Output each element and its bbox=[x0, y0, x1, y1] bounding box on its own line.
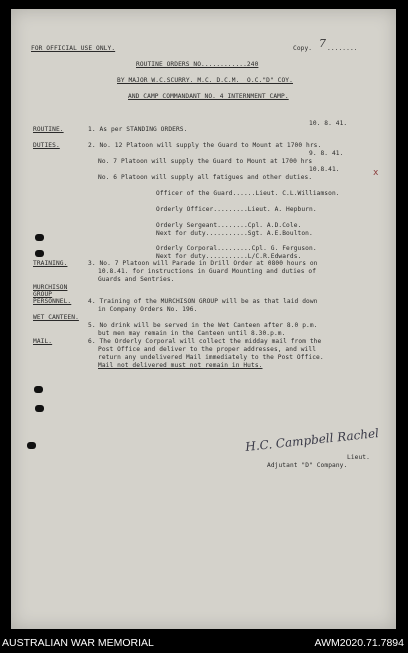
mail-line-3: return any undelivered Mail immediately to the Post Office. bbox=[98, 354, 324, 361]
mail-line-4: Mail not delivered must not remain in Huts. bbox=[98, 362, 263, 369]
next-for-duty-corporal: Next for duty...........L/C.R.Edwards. bbox=[156, 253, 302, 260]
copy-number: 7 bbox=[319, 37, 326, 50]
footer-institution: AUSTRALIAN WAR MEMORIAL bbox=[2, 637, 154, 649]
handwritten-signature: H.C. Campbell Rachel bbox=[244, 426, 380, 454]
murchison-line-1: 4. Training of the MURCHISON GROUP will be as that laid down bbox=[88, 298, 318, 305]
copy-dots: ........ bbox=[327, 45, 358, 52]
orderly-corporal: Orderly Corporal.........Cpl. G. Ferguson. bbox=[156, 245, 317, 252]
document-page bbox=[11, 9, 396, 629]
mail-line-2: Post Office and deliver to the proper addresses, and will bbox=[98, 346, 317, 353]
duty-date-1: 9. 8. 41. bbox=[309, 150, 344, 157]
training-line-3: Guards and Sentries. bbox=[98, 276, 175, 283]
orderly-officer: Orderly Officer.........Lieut. A. Hepburn. bbox=[156, 206, 317, 213]
punch-hole bbox=[35, 405, 44, 412]
margin-mark: x bbox=[373, 168, 379, 178]
officer-of-guard: Officer of the Guard......Lieut. C.L.Williamson. bbox=[156, 190, 340, 197]
routine-orders-title: ROUTINE ORDERS NO............240 bbox=[136, 61, 259, 68]
routine-heading: ROUTINE. bbox=[33, 126, 64, 133]
official-use-label: FOR OFFICIAL USE ONLY. bbox=[31, 45, 116, 52]
next-for-duty-sergeant: Next for duty...........Sgt. A.E.Boulton. bbox=[156, 230, 313, 237]
punch-hole bbox=[35, 234, 44, 241]
order-date: 10. 8. 41. bbox=[309, 120, 348, 127]
by-line: BY MAJOR W.C.SCURRY. M.C. D.C.M. O.C."D" COY. bbox=[117, 77, 293, 84]
duty-line-12-platoon: 2. No. 12 Platoon will supply the Guard to Mount at 1700 hrs. bbox=[88, 142, 322, 149]
duties-heading: DUTIES. bbox=[33, 142, 60, 149]
duty-line-7-platoon: No. 7 Platoon will supply the Guard to Mount at 1700 hrs bbox=[98, 158, 313, 165]
archive-footer bbox=[0, 633, 408, 653]
training-line-2: 10.8.41. for instructions in Guard Mounting and duties of bbox=[98, 268, 317, 275]
duty-date-2: 10.8.41. bbox=[309, 166, 340, 173]
mail-heading: MAIL. bbox=[33, 338, 53, 345]
signature-rank: Lieut. bbox=[347, 454, 370, 461]
murchison-heading-2: GROUP bbox=[33, 291, 53, 298]
mail-line-1: 6. The Orderly Corporal will collect the midday mail from the bbox=[88, 338, 322, 345]
murchison-heading-1: MURCHISON bbox=[33, 284, 68, 291]
murchison-line-2: in Company Orders No. 196. bbox=[98, 306, 198, 313]
canteen-line-2: but men may remain in the Canteen until 8.30.p.m. bbox=[98, 330, 286, 337]
signature-title: Adjutant "D" Company. bbox=[267, 462, 348, 469]
routine-text: 1. As per STANDING ORDERS. bbox=[88, 126, 188, 133]
copy-label: Copy. bbox=[293, 45, 313, 52]
training-line-1: 3. No. 7 Platoon will Parade in Drill Order at 0800 hours on bbox=[88, 260, 318, 267]
punch-hole bbox=[35, 250, 44, 257]
punch-hole bbox=[27, 442, 36, 449]
orderly-sergeant: Orderly Sergeant........Cpl. A.D.Cole. bbox=[156, 222, 302, 229]
duty-line-6-platoon: No. 6 Platoon will supply all fatigues and other duties. bbox=[98, 174, 313, 181]
punch-hole bbox=[34, 386, 43, 393]
canteen-line-1: 5. No drink will be served in the Wet Canteen after 8.0 p.m. bbox=[88, 322, 318, 329]
murchison-heading-3: PERSONNEL. bbox=[33, 298, 72, 305]
footer-accession-number: AWM2020.71.7894 bbox=[314, 637, 404, 649]
camp-line: AND CAMP COMMANDANT NO. 4 INTERNMENT CAMP. bbox=[128, 93, 289, 100]
training-heading: TRAINING. bbox=[33, 260, 68, 267]
wet-canteen-heading: WET CANTEEN. bbox=[33, 314, 79, 321]
